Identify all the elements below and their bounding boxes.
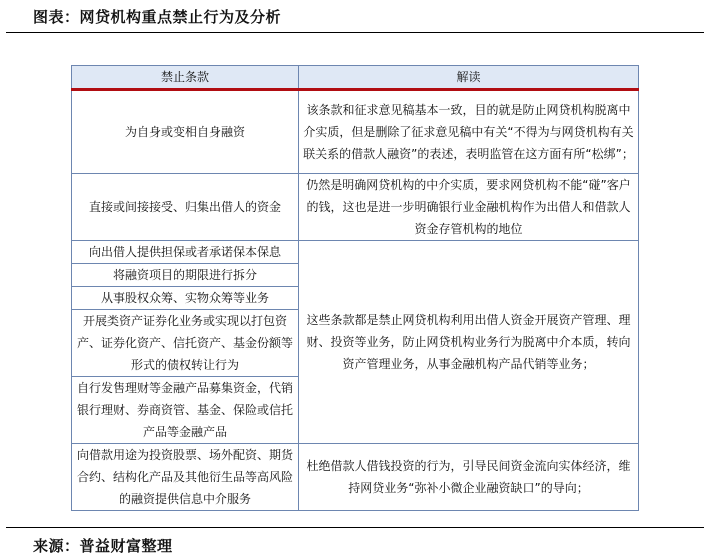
clause-cell: 向出借人提供担保或者承诺保本保息 xyxy=(72,241,299,264)
table-row xyxy=(72,90,639,174)
clause-cell: 直接或间接接受、归集出借人的资金 xyxy=(72,174,299,241)
analysis-cell: 杜绝借款人借钱投资的行为，引导民间资金流向实体经济，维持网贷业务“弥补小微企业融资缺口”的导向； xyxy=(299,444,639,511)
figure-source: 来源：普益财富整理 xyxy=(33,537,173,555)
table-row xyxy=(72,241,639,264)
header-clause: 禁止条款 xyxy=(72,66,299,90)
figure-title: 图表：网贷机构重点禁止行为及分析 xyxy=(33,8,282,26)
prohibited-behaviors-table xyxy=(71,65,639,511)
table-header-row xyxy=(72,66,639,90)
analysis-cell: 该条款和征求意见稿基本一致，目的就是防止网贷机构脱离中介实质，但是删除了征求意见稿中有关“不得为与网贷机构有关联关系的借款人融资”的表述，表明监管在这方面有所“松绑”； xyxy=(299,90,639,174)
header-analysis: 解读 xyxy=(299,66,639,90)
source-divider xyxy=(6,527,704,528)
clause-cell: 为自身或变相自身融资 xyxy=(72,90,299,174)
table-row xyxy=(72,444,639,511)
table-row xyxy=(72,174,639,241)
analysis-cell: 仍然是明确网贷机构的中介实质，要求网贷机构不能“碰”客户的钱，这也是进一步明确银行业金融机构作为出借人和借款人资金存管机构的地位 xyxy=(299,174,639,241)
clause-cell: 自行发售理财等金融产品募集资金，代销银行理财、券商资管、基金、保险或信托产品等金融产品 xyxy=(72,377,299,444)
clause-cell: 开展类资产证券化业务或实现以打包资产、证券化资产、信托资产、基金份额等形式的债权转让行为 xyxy=(72,310,299,377)
clause-cell: 向借款用途为投资股票、场外配资、期货合约、结构化产品及其他衍生品等高风险的融资提供信息中介服务 xyxy=(72,444,299,511)
clause-cell: 将融资项目的期限进行拆分 xyxy=(72,264,299,287)
title-divider xyxy=(6,32,704,33)
merged-analysis-cell: 这些条款都是禁止网贷机构利用出借人资金开展资产管理、理财、投资等业务，防止网贷机构业务行为脱离中介本质，转向资产管理业务，从事金融机构产品代销等业务； xyxy=(299,241,639,444)
clause-cell: 从事股权众筹、实物众筹等业务 xyxy=(72,287,299,310)
